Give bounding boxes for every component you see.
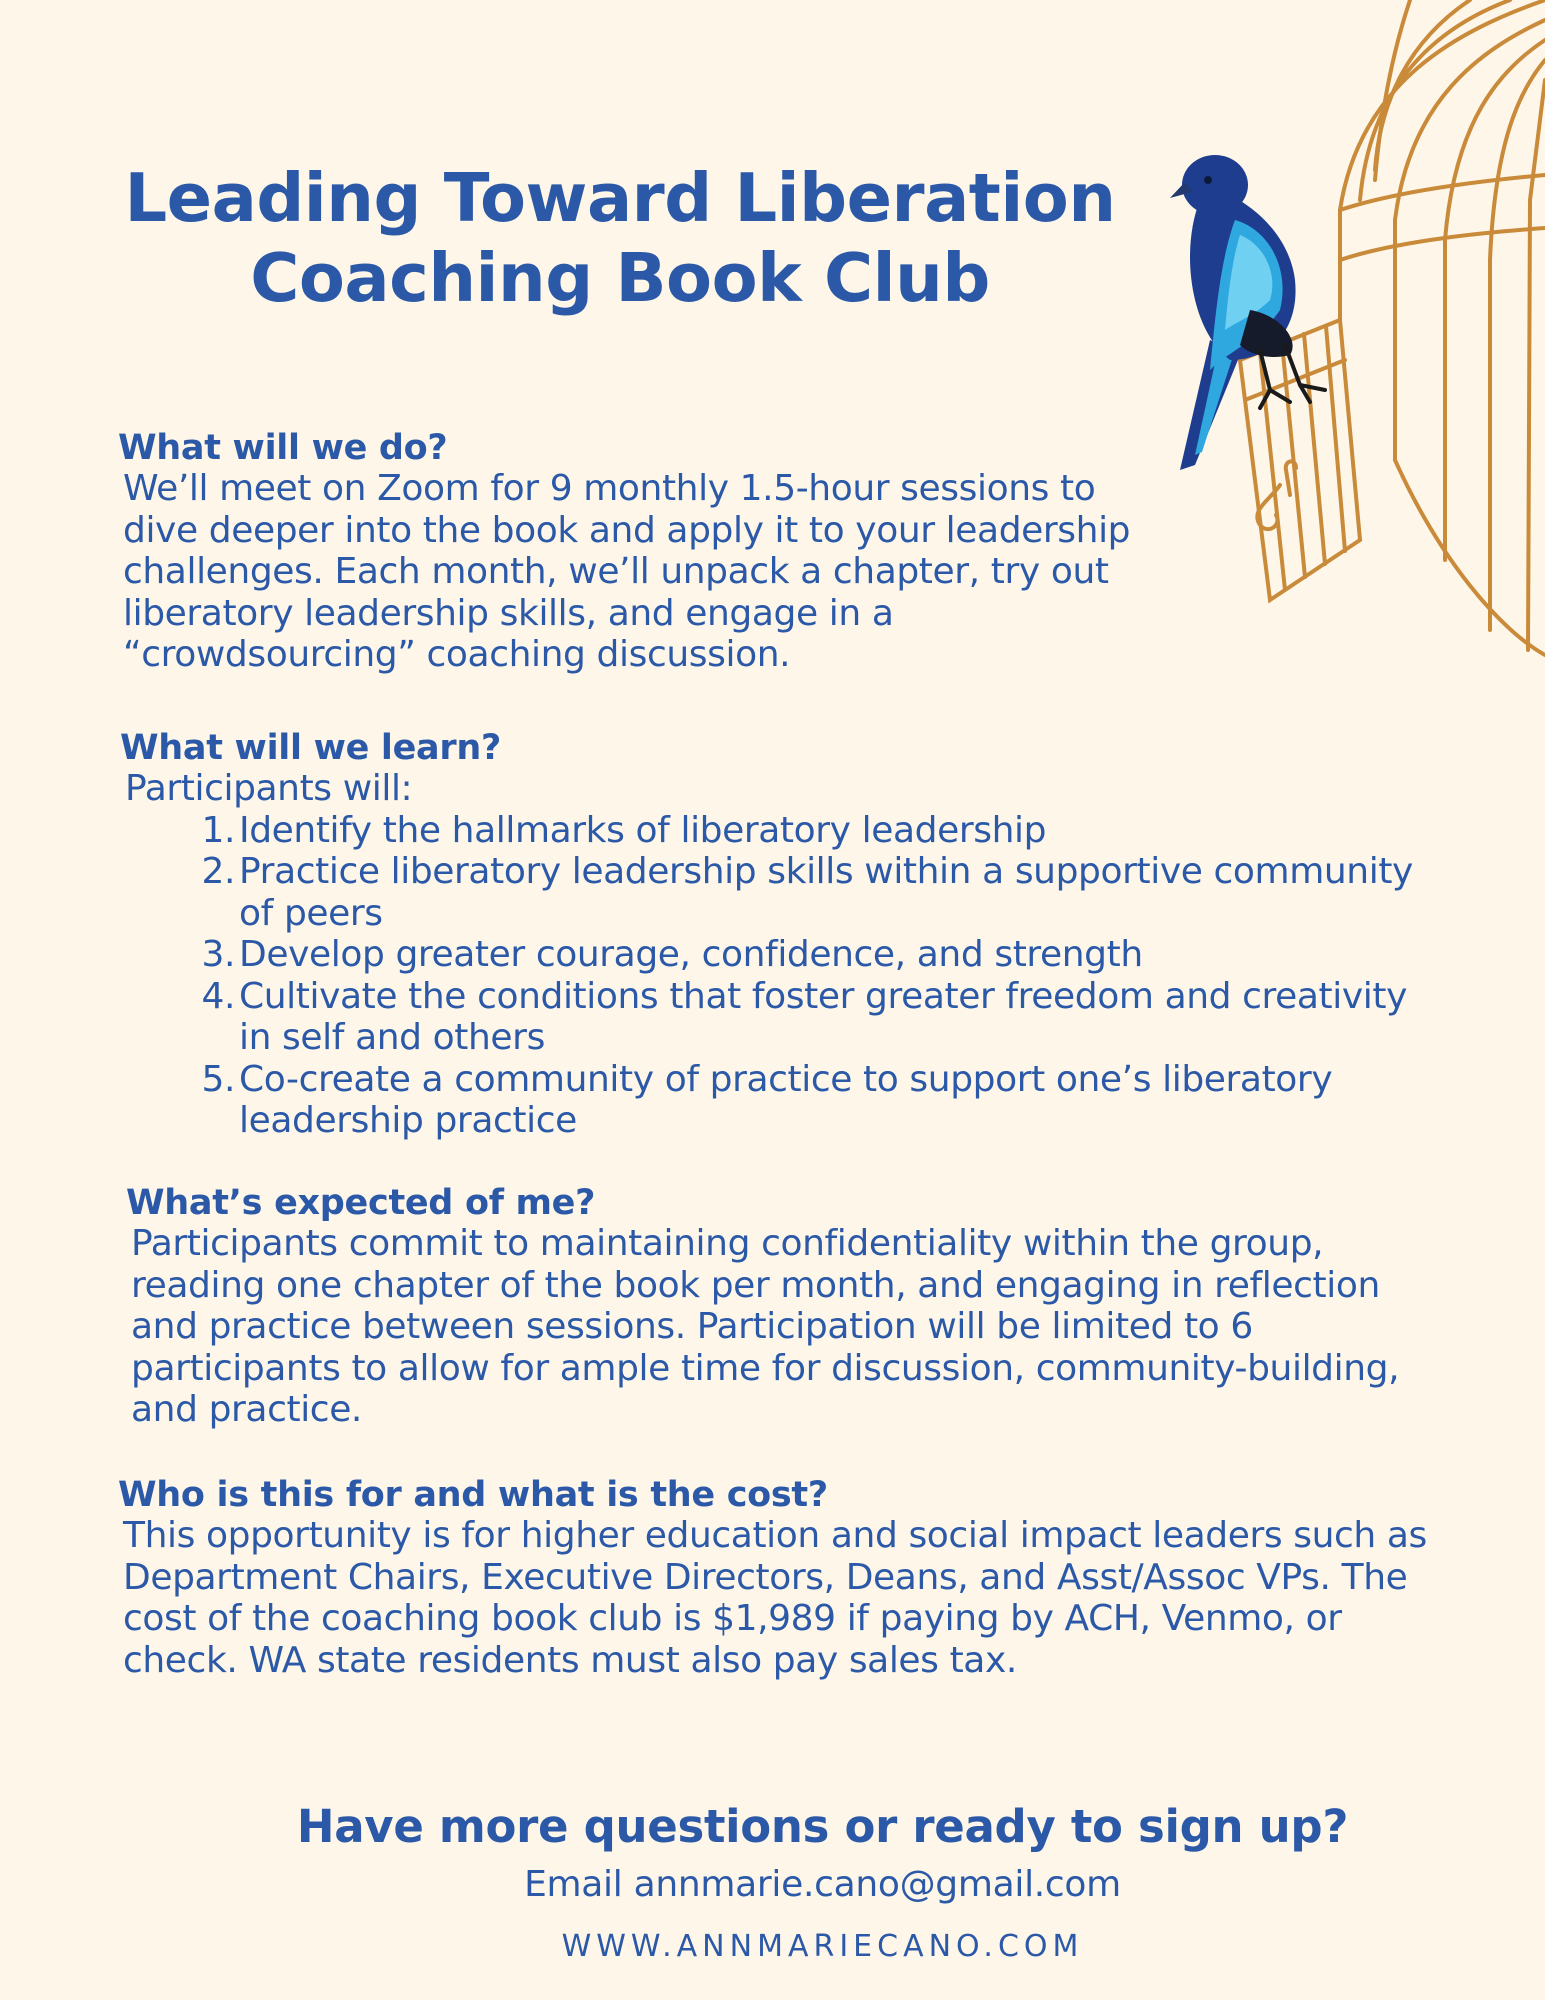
section-heading: What will we do? bbox=[118, 428, 448, 468]
list-item-number: 2. bbox=[201, 851, 235, 892]
list-item-text: Develop greater courage, confidence, and strength bbox=[239, 934, 1143, 975]
list-item-number: 5. bbox=[201, 1058, 235, 1100]
list-item bbox=[160, 851, 1420, 934]
title-line-2: Coaching Book Club bbox=[250, 239, 990, 317]
list-item bbox=[160, 810, 1420, 852]
section-heading: What will we learn? bbox=[120, 728, 501, 768]
list-item bbox=[160, 934, 1420, 976]
list-item-text: Co-create a community of practice to support one’s liberatory leadership practice bbox=[239, 1058, 1333, 1141]
list-item bbox=[160, 976, 1420, 1059]
list-item-text: Identify the hallmarks of liberatory leadership bbox=[239, 809, 1047, 851]
list-item-number: 4. bbox=[201, 975, 235, 1017]
list-item-number: 3. bbox=[201, 934, 235, 975]
section-what-we-learn bbox=[120, 728, 1420, 1142]
title-line-1: Leading Toward Liberation bbox=[124, 159, 1116, 237]
page-title bbox=[70, 158, 1170, 318]
section-body: This opportunity is for higher education and social impact leaders such as Department Chairs, Executive Directors, Deans, and Asst/Assoc VPs. The cost of the coaching book club is $1,989 if paying by ACH, Venmo, or check. WA state residents must also pay sales tax. bbox=[123, 1515, 1427, 1681]
section-body: We’ll meet on Zoom for 9 monthly 1.5-hour sessions to dive deeper into the book and apply it to your leadership challenges. Each month, we’ll unpack a chapter, try out liberatory leadership skills, and engage in a “crowdsourcing” coaching discussion. bbox=[123, 468, 1131, 675]
section-intro: Participants will: bbox=[125, 768, 413, 809]
contact-email[interactable]: Email annmarie.cano@gmail.com bbox=[524, 1864, 1121, 1905]
section-expectations bbox=[126, 1183, 1456, 1431]
section-body: Participants commit to maintaining confidentiality within the group, reading one chapter of the book per month, and engaging in reflection and practice between sessions. Participation will be limited to 6 participants to allow for ample time for discussion, community-building, and practice. bbox=[131, 1223, 1400, 1430]
list-item-text: Practice liberatory leadership skills within a supportive community of peers bbox=[239, 851, 1413, 934]
section-heading: Who is this for and what is the cost? bbox=[118, 1475, 828, 1515]
website-link[interactable]: WWW.ANNMARIECANO.COM bbox=[561, 1929, 1084, 1964]
section-what-we-do bbox=[118, 428, 1208, 676]
list-item-text: Cultivate the conditions that foster greater freedom and creativity in self and others bbox=[239, 975, 1408, 1058]
section-audience-cost bbox=[118, 1475, 1458, 1681]
list-item bbox=[160, 1059, 1420, 1142]
list-item-number: 1. bbox=[201, 809, 235, 851]
section-heading: What’s expected of me? bbox=[126, 1183, 596, 1223]
signup-cta: Have more questions or ready to sign up? bbox=[296, 1800, 1349, 1853]
learning-goals-list bbox=[120, 810, 1420, 1142]
